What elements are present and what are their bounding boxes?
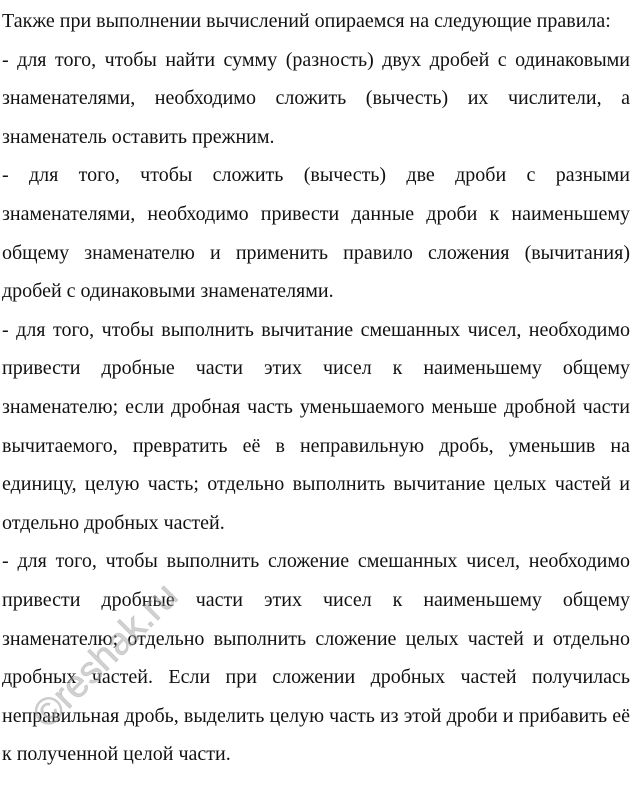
watermark-text: ©reshak.ru — [24, 574, 187, 737]
document-body — [2, 2, 630, 774]
paragraph-intro: Также при выполнении вычислений опираемся на следующие правила: — [2, 10, 611, 32]
paragraph-rule-mixed-addition: - для того, чтобы выполнить сложение смешанных чисел, необходимо привести дробные части этих чисел к наименьшему общему знаменателю; отдельно выполнить сложение целых частей и отдельно дробных частей. Если при сложении дробных частей получилась неправильная дробь, выделить целую часть из этой дроби и прибавить её к полученной целой части. — [2, 550, 630, 766]
paragraph-rule-same-denominators: - для того, чтобы найти сумму (разность) двух дробей с одинаковыми знаменателями, необходимо сложить (вычесть) их числители, а знаменатель оставить прежним. — [2, 48, 630, 148]
paragraph-rule-different-denominators: - для того, чтобы сложить (вычесть) две дроби с разными знаменателями, необходимо привести данные дроби к наименьшему общему знаменателю и применить правило сложения (вычитания) дробей с одинаковыми знаменателями. — [2, 164, 630, 303]
paragraph-rule-mixed-subtraction: - для того, чтобы выполнить вычитание смешанных чисел, необходимо привести дробные части этих чисел к наименьшему общему знаменателю; если дробная часть уменьшаемого меньше дробной части вычитаемого, превратить её в неправильную дробь, уменьшив на единицу, целую часть; отдельно выполнить вычитание целых частей и отдельно дробных частей. — [2, 318, 630, 534]
